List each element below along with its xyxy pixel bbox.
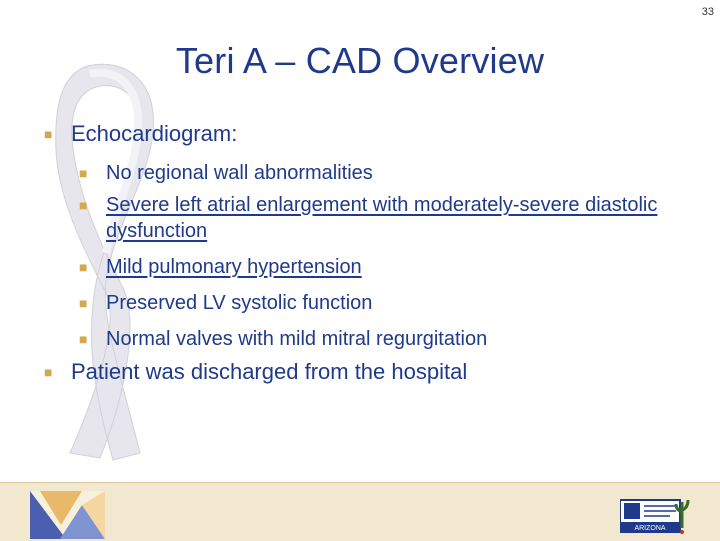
square-bullet-icon: ■ <box>79 331 88 347</box>
page-number: 33 <box>701 6 714 18</box>
slide-title: Teri A – CAD Overview <box>175 40 545 81</box>
bullet-item-pulmonary <box>79 254 694 280</box>
bullet-text: No regional wall abnormalities <box>106 162 373 184</box>
square-bullet-icon: ■ <box>44 364 53 380</box>
bullet-item-systolic <box>79 290 694 316</box>
square-bullet-icon: ■ <box>79 259 88 275</box>
square-bullet-icon: ■ <box>44 126 53 142</box>
bullet-text: Patient was discharged from the hospital <box>71 359 468 384</box>
square-bullet-icon: ■ <box>79 295 88 311</box>
bullet-text: Normal valves with mild mitral regurgitation <box>106 328 488 350</box>
square-bullet-icon: ■ <box>79 197 88 213</box>
bullet-item-discharged <box>44 358 694 386</box>
bullet-item-atrial <box>79 192 694 244</box>
logo-text: ARIZONA <box>634 525 666 532</box>
bullet-text: Echocardiogram: <box>71 121 238 146</box>
bullet-item-echocardiogram <box>44 120 694 148</box>
bullet-list <box>44 120 694 386</box>
arizona-program-logo-icon <box>620 488 692 536</box>
footer-band <box>0 482 720 541</box>
bullet-item-valves <box>79 326 694 352</box>
bullet-text: Severe left atrial enlargement with moderately-severe diastolic dysfunction <box>106 194 658 242</box>
square-bullet-icon: ■ <box>79 165 88 181</box>
triangle-logo-icon <box>30 491 105 539</box>
bullet-item-wall <box>79 160 694 186</box>
bullet-text: Mild pulmonary hypertension <box>106 256 362 278</box>
bullet-text: Preserved LV systolic function <box>106 292 373 314</box>
